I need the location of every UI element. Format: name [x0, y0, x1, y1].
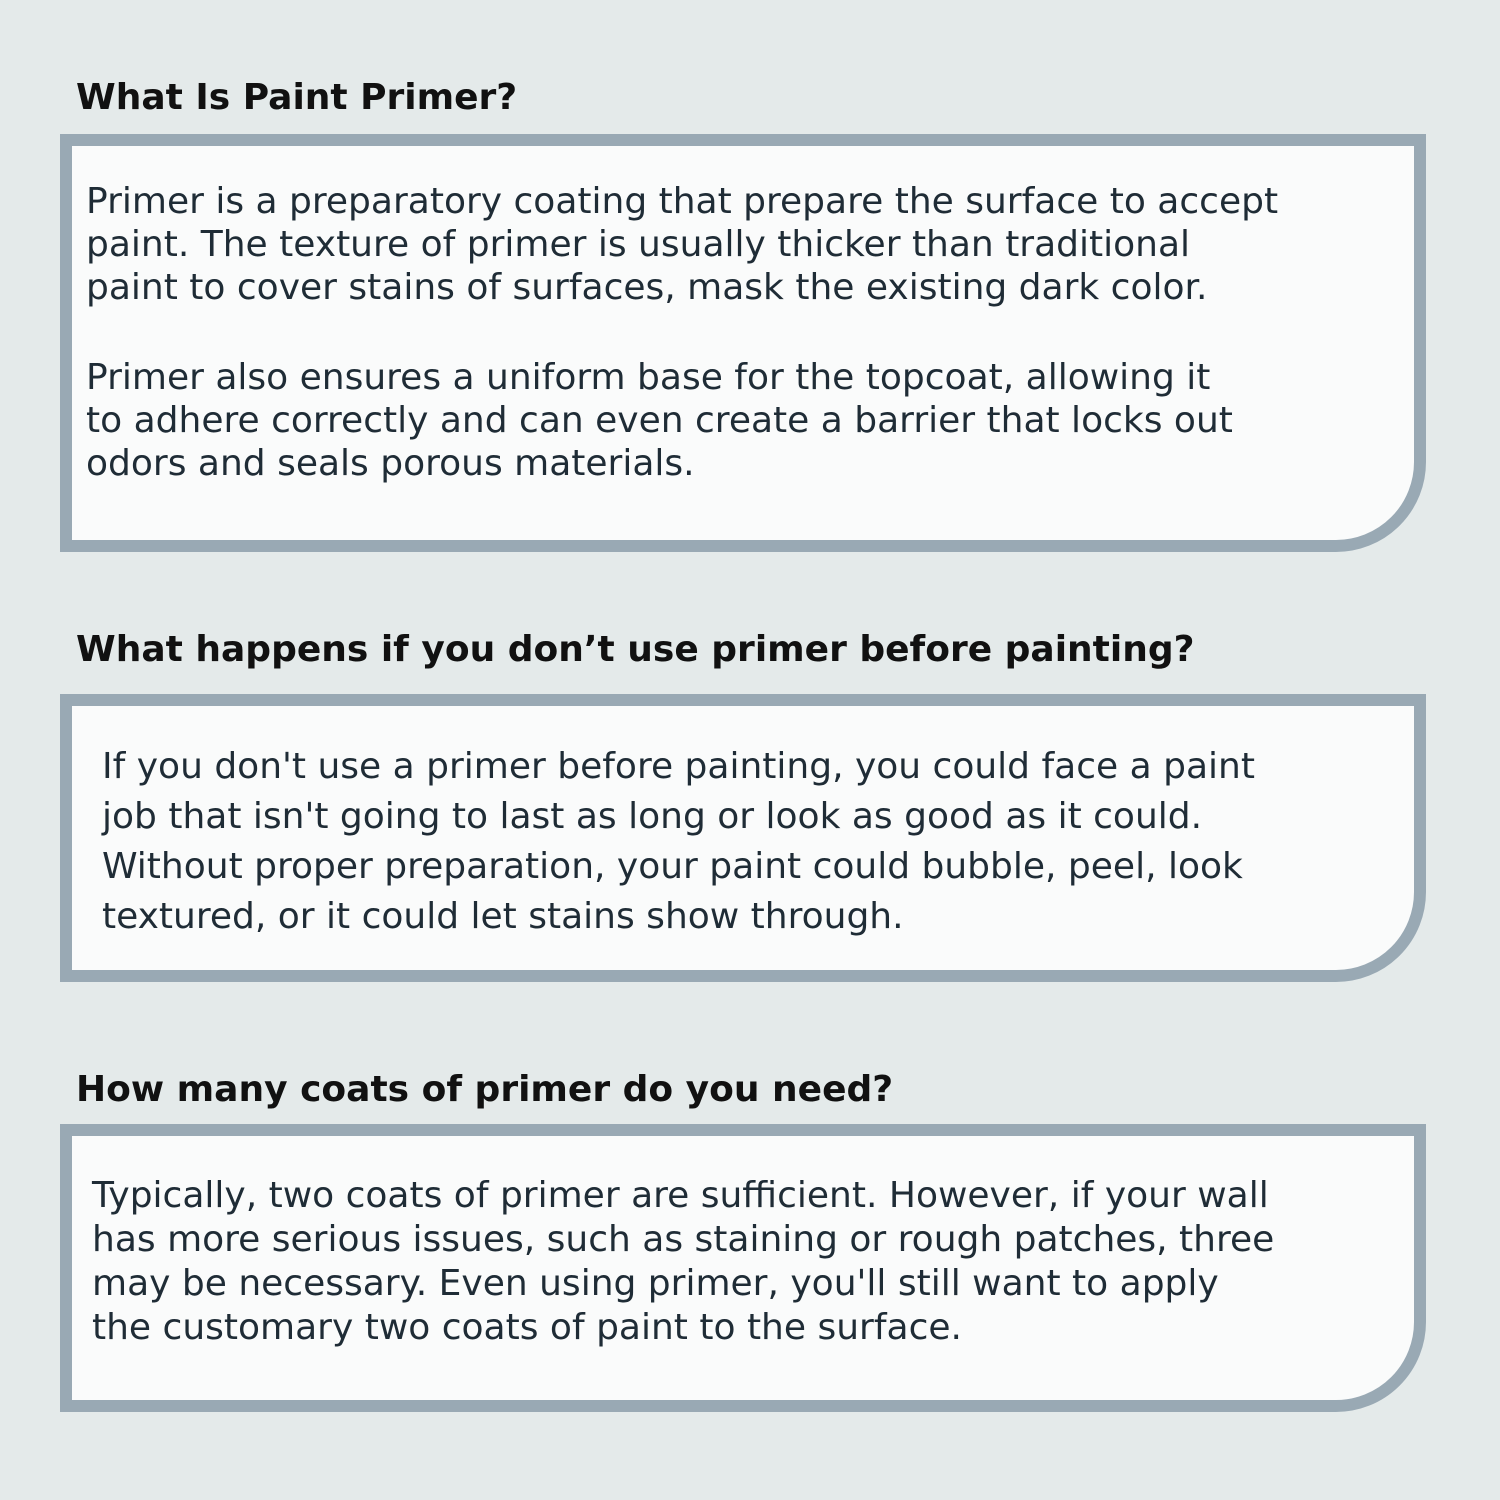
section-heading-what-is-paint-primer: What Is Paint Primer?: [76, 77, 518, 118]
card-paragraph: Typically, two coats of primer are sufficient. However, if your wall has more serious issues, such as staining or rough patches, three may be necessary. Even using primer, you'll still want to apply the customary two coats of paint to the surface.: [92, 1175, 1275, 1348]
info-card-no-primer: [60, 694, 1426, 982]
info-card-what-is-paint-primer: [60, 134, 1426, 552]
section-heading-no-primer: What happens if you don’t use primer before painting?: [76, 629, 1195, 670]
card-paragraph: If you don't use a primer before painting, you could face a paint job that isn't going to last as long or look as good as it could. Without proper preparation, your paint could bubble, peel, look textured, or it could let stains show through.: [102, 746, 1255, 937]
info-card-how-many-coats: [60, 1124, 1426, 1412]
card-paragraph: Primer also ensures a uniform base for the topcoat, allowing it to adhere correctly and can even create a barrier that locks out odors and seals porous materials.: [86, 357, 1233, 484]
card-paragraph: Primer is a preparatory coating that prepare the surface to accept paint. The texture of primer is usually thicker than traditional paint to cover stains of surfaces, mask the existing dark color.: [86, 181, 1279, 308]
section-heading-how-many-coats: How many coats of primer do you need?: [76, 1069, 894, 1110]
